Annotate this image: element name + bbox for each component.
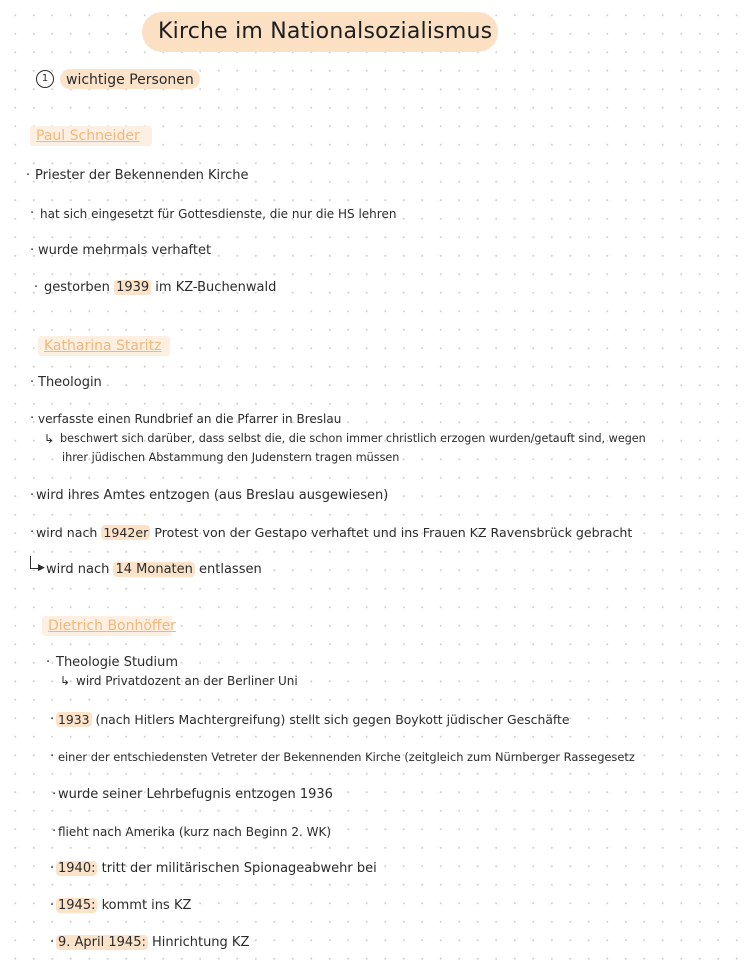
- note-subline: wird Privatdozent an der Berliner Uni: [76, 674, 298, 688]
- note-subline: beschwert sich darüber, dass selbst die, die schon immer christlich erzogen wurden/getauft sind, wegen: [60, 432, 646, 445]
- arrow-head-icon: ▶: [38, 563, 45, 573]
- sub-arrow-icon: ↳: [60, 674, 71, 688]
- section-number: 1: [36, 70, 54, 88]
- note-text: gestorben: [44, 280, 110, 295]
- note-line: einer der entschiedensten Vetreter der Bekennenden Kirche (zeitgleich zum Nürnberger Rassegesetz: [58, 750, 635, 764]
- bullet-dot: ·: [30, 488, 35, 503]
- bullet-dot: ·: [50, 898, 55, 913]
- highlight-year: 1942er: [103, 525, 149, 540]
- bullet-dot: ·: [52, 787, 57, 802]
- bullet-dot: ·: [46, 655, 51, 670]
- note-line: wird ihres Amtes entzogen (aus Breslau ausgewiesen): [36, 488, 389, 503]
- bullet-dot: ·: [30, 243, 35, 258]
- highlight-year: 1940:: [58, 861, 96, 876]
- note-text: wird nach: [46, 562, 110, 577]
- note-line: [44, 280, 276, 296]
- note-line: Theologin: [38, 375, 102, 390]
- note-line: [56, 935, 249, 951]
- person-name-dietrich-bonhoeffer: Dietrich Bonhöffer: [48, 618, 176, 634]
- section-heading: wichtige Personen: [66, 72, 194, 88]
- note-line: [56, 861, 377, 877]
- highlight-year: 1945:: [58, 898, 96, 913]
- bullet-dot: ·: [26, 168, 31, 183]
- note-line: verfasste einen Rundbrief an die Pfarrer in Breslau: [38, 412, 342, 426]
- highlight-duration: 14 Monaten: [115, 562, 193, 577]
- person-name-paul-schneider: Paul Schneider: [36, 128, 140, 144]
- person-name-katharina-staritz: Katharina Staritz: [44, 338, 162, 354]
- page-title: Kirche im Nationalsozialismus: [158, 19, 493, 44]
- note-text: kommt ins KZ: [101, 898, 192, 913]
- bullet-dot: ·: [30, 206, 35, 221]
- bullet-dot: ·: [50, 935, 55, 950]
- note-subline: ihrer jüdischen Abstammung den Judenstern tragen müssen: [62, 451, 400, 464]
- bullet-dot: ·: [34, 280, 39, 295]
- note-line: Priester der Bekennenden Kirche: [35, 168, 249, 183]
- note-line: wurde mehrmals verhaftet: [38, 243, 212, 258]
- sub-arrow-icon: ↳: [44, 432, 55, 446]
- note-text: im KZ-Buchenwald: [155, 280, 277, 295]
- note-text: tritt der militärischen Spionageabwehr bei: [101, 861, 377, 876]
- bullet-dot: ·: [30, 411, 35, 426]
- note-line: [46, 562, 262, 578]
- note-text: entlassen: [199, 562, 262, 577]
- bullet-dot: ·: [30, 375, 35, 390]
- bullet-dot: ·: [30, 525, 35, 540]
- bullet-dot: ·: [52, 824, 57, 839]
- note-line: Theologie Studium: [56, 655, 179, 670]
- bullet-dot: ·: [50, 861, 55, 876]
- note-text: wird nach: [36, 525, 98, 540]
- note-text: Hinrichtung KZ: [152, 935, 250, 950]
- note-line: [36, 525, 632, 541]
- note-line: [56, 712, 570, 728]
- note-text: (nach Hitlers Machtergreifung) stellt sich gegen Boykott jüdischer Geschäfte: [95, 712, 570, 727]
- note-line: [56, 898, 191, 914]
- bullet-dot: ·: [50, 712, 55, 727]
- note-text: Protest von der Gestapo verhaftet und ins Frauen KZ Ravensbrück gebracht: [154, 525, 633, 540]
- highlight-year: 1939: [116, 280, 150, 295]
- highlight-year: 1933: [58, 712, 90, 727]
- highlight-date: 9. April 1945:: [58, 935, 146, 950]
- note-line: wurde seiner Lehrbefugnis entzogen 1936: [58, 787, 333, 802]
- note-line: flieht nach Amerika (kurz nach Beginn 2. WK): [58, 825, 331, 839]
- note-line: hat sich eingesetzt für Gottesdienste, die nur die HS lehren: [40, 207, 397, 221]
- bullet-dot: ·: [50, 749, 55, 764]
